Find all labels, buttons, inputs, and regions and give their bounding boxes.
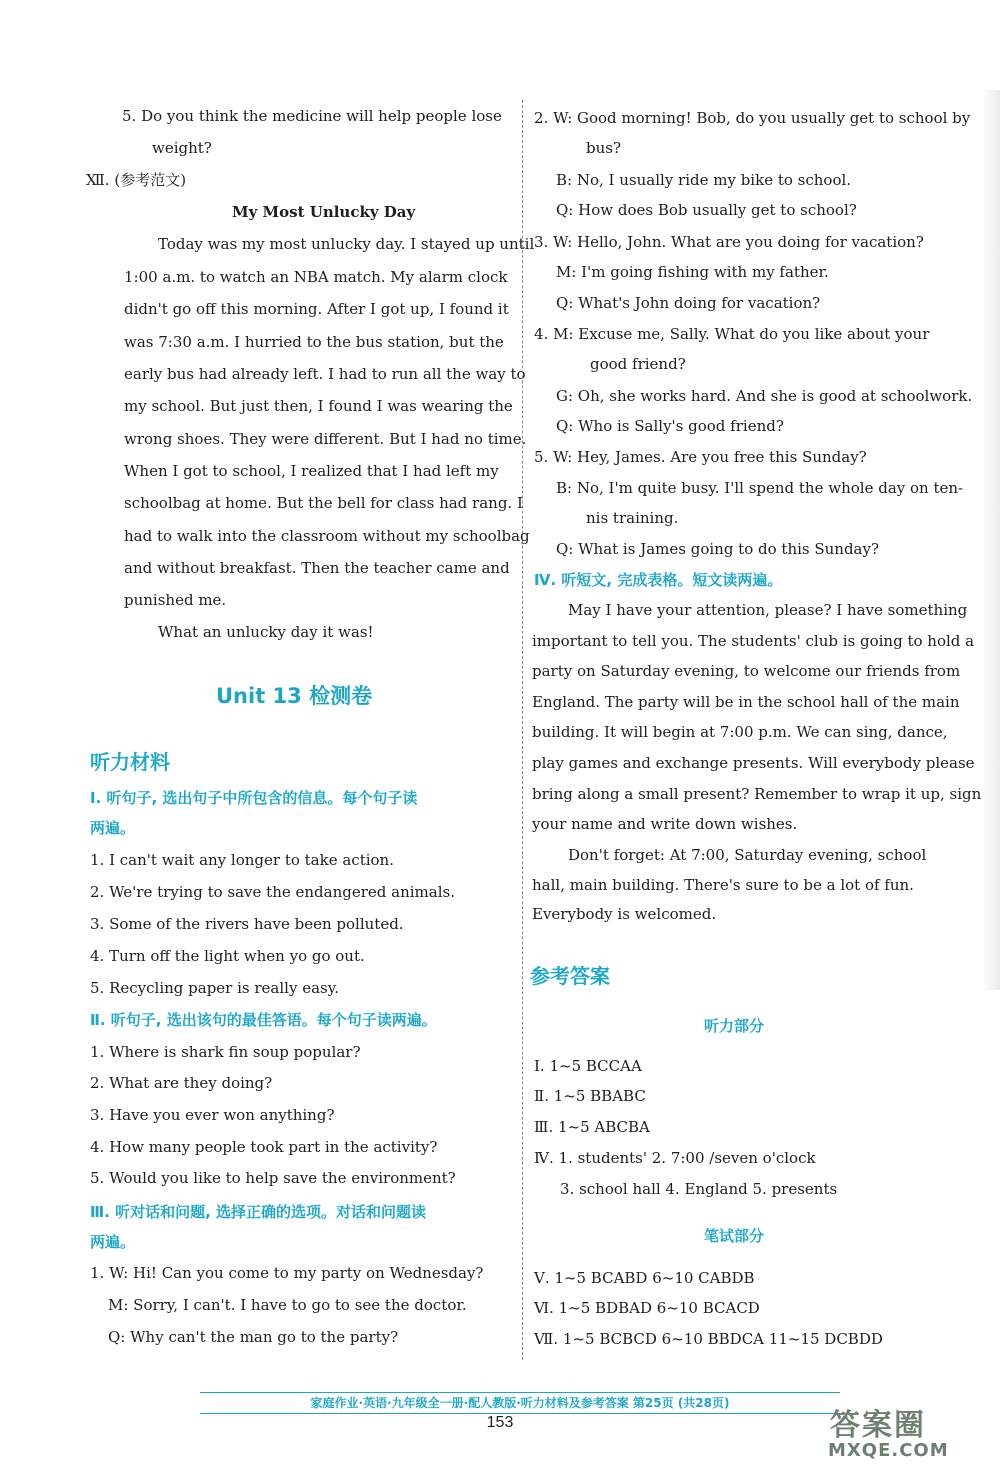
left-column-line: 1. I can't wait any longer to take action. <box>90 851 394 869</box>
left-column-line: 3. Have you ever won anything? <box>90 1106 335 1124</box>
left-column-line: schoolbag at home. But the bell for class had rang. I <box>124 494 523 512</box>
watermark-top-text: 答案圈 <box>830 1408 926 1443</box>
left-column-line: My Most Unlucky Day <box>232 203 416 221</box>
left-column-line: didn't go off this morning. After I got up, I found it <box>124 300 509 318</box>
left-column-line: 5. Recycling paper is really easy. <box>90 979 339 997</box>
right-column-line: 5. W: Hey, James. Are you free this Sunday? <box>534 448 867 466</box>
page-footer: 家庭作业·英语·九年级全一册·配人教版·听力材料及参考答案 第25页 (共28页) <box>200 1392 840 1414</box>
right-column-line: nis training. <box>586 509 679 527</box>
right-column-line: your name and write down wishes. <box>532 815 798 833</box>
right-column-line: M: I'm going fishing with my father. <box>556 263 829 281</box>
left-column-line: had to walk into the classroom without my schoolbag <box>124 527 530 545</box>
left-column-line: Q: Why can't the man go to the party? <box>108 1328 399 1346</box>
right-column-line: bus? <box>586 139 622 157</box>
right-column-line: B: No, I'm quite busy. I'll spend the whole day on ten- <box>556 479 964 497</box>
right-column-line: good friend? <box>590 355 686 373</box>
left-column-line: my school. But just then, I found I was wearing the <box>124 397 513 415</box>
left-column-line: 4. How many people took part in the activity? <box>90 1138 438 1156</box>
left-column-line: When I got to school, I realized that I had left my <box>124 462 499 480</box>
left-column-line: What an unlucky day it was! <box>158 623 374 641</box>
left-column-line: 2. What are they doing? <box>90 1074 273 1092</box>
left-column-line: 1:00 a.m. to watch an NBA match. My alarm clock <box>124 268 508 286</box>
right-column-line: Q: What's John doing for vacation? <box>556 294 821 312</box>
right-column-line: Everybody is welcomed. <box>532 905 717 923</box>
page-edge-shadow <box>982 90 1000 990</box>
left-column-line: Ⅰ. 听句子, 选出句子中所包含的信息。每个句子读 <box>90 789 418 807</box>
left-column-line: punished me. <box>124 591 227 609</box>
left-column-line: 两遍。 <box>90 819 136 837</box>
right-column-line: 参考答案 <box>530 964 610 988</box>
left-column-line: 两遍。 <box>90 1233 136 1251</box>
left-column-line: 2. We're trying to save the endangered animals. <box>90 883 455 901</box>
left-column-line: M: Sorry, I can't. I have to go to see the doctor. <box>108 1296 467 1314</box>
right-column-line: G: Oh, she works hard. And she is good at schoolwork. <box>556 387 973 405</box>
left-column-line: and without breakfast. Then the teacher came and <box>124 559 510 577</box>
right-column-line: 听力部分 <box>704 1017 765 1035</box>
left-column-line: early bus had already left. I had to run all the way to <box>124 365 526 383</box>
right-column-line: 3. W: Hello, John. What are you doing for vacation? <box>534 233 924 251</box>
right-column-line: Ⅲ. 1~5 ABCBA <box>534 1118 650 1136</box>
right-column-line: Q: Who is Sally's good friend? <box>556 417 784 435</box>
right-column-line: Ⅳ. 1. students' 2. 7:00 /seven o'clock <box>534 1149 816 1167</box>
left-column-line: Ⅱ. 听句子, 选出该句的最佳答语。每个句子读两遍。 <box>90 1011 437 1029</box>
right-column-line: Don't forget: At 7:00, Saturday evening, school <box>568 846 927 864</box>
left-column-line: weight? <box>152 139 212 157</box>
column-divider <box>522 100 523 1360</box>
watermark-bottom-text: MXQE.COM <box>828 1440 949 1461</box>
right-column-line: 笔试部分 <box>704 1227 765 1245</box>
left-column-line: 5. Do you think the medicine will help people lose <box>122 107 502 125</box>
right-column-line: bring along a small present? Remember to wrap it up, sign <box>532 785 982 803</box>
right-column-line: party on Saturday evening, to welcome our friends from <box>532 662 961 680</box>
left-column-line: 3. Some of the rivers have been polluted. <box>90 915 404 933</box>
left-column-line: 1. W: Hi! Can you come to my party on Wednesday? <box>90 1264 484 1282</box>
right-column-line: Q: What is James going to do this Sunday? <box>556 540 880 558</box>
right-column-line: Ⅴ. 1~5 BCABD 6~10 CABDB <box>534 1269 755 1287</box>
left-column-line: Ⅲ. 听对话和问题, 选择正确的选项。对话和问题读 <box>90 1203 427 1221</box>
right-column-line: B: No, I usually ride my bike to school. <box>556 171 852 189</box>
right-column-line: May I have your attention, please? I have something <box>568 601 968 619</box>
right-column-line: 3. school hall 4. England 5. presents <box>560 1180 838 1198</box>
right-column-line: Ⅶ. 1~5 BCBCD 6~10 BBDCA 11~15 DCBDD <box>534 1330 883 1348</box>
left-column-line: Ⅻ. (参考范文) <box>86 171 187 189</box>
left-column-line: 听力材料 <box>90 750 170 774</box>
right-column-line: Ⅵ. 1~5 BDBAD 6~10 BCACD <box>534 1299 760 1317</box>
right-column-line: play games and exchange presents. Will everybody please <box>532 754 975 772</box>
page-number: 153 <box>486 1414 514 1431</box>
left-column-line: was 7:30 a.m. I hurried to the bus station, but the <box>124 333 504 351</box>
left-column-line: 1. Where is shark fin soup popular? <box>90 1043 361 1061</box>
right-column-line: 4. M: Excuse me, Sally. What do you like about your <box>534 325 930 343</box>
right-column-line: important to tell you. The students' club is going to hold a <box>532 632 975 650</box>
right-column-line: hall, main building. There's sure to be a lot of fun. <box>532 876 914 894</box>
left-column-line: 4. Turn off the light when yo go out. <box>90 947 365 965</box>
right-column-line: 2. W: Good morning! Bob, do you usually get to school by <box>534 109 971 127</box>
right-column-line: Ⅱ. 1~5 BBABC <box>534 1087 646 1105</box>
left-column-line: Unit 13 检测卷 <box>216 684 373 708</box>
right-column-line: building. It will begin at 7:00 p.m. We can sing, dance, <box>532 723 948 741</box>
right-column-line: England. The party will be in the school hall of the main <box>532 693 960 711</box>
left-column-line: 5. Would you like to help save the environment? <box>90 1169 456 1187</box>
right-column-line: Q: How does Bob usually get to school? <box>556 201 857 219</box>
left-column-line: wrong shoes. They were different. But I had no time. <box>124 430 527 448</box>
left-column-line: Today was my most unlucky day. I stayed up until <box>158 235 535 253</box>
right-column-line: Ⅰ. 1~5 BCCAA <box>534 1057 642 1075</box>
right-column-line: Ⅳ. 听短文, 完成表格。短文读两遍。 <box>534 571 783 589</box>
watermark-logo <box>820 1400 995 1462</box>
